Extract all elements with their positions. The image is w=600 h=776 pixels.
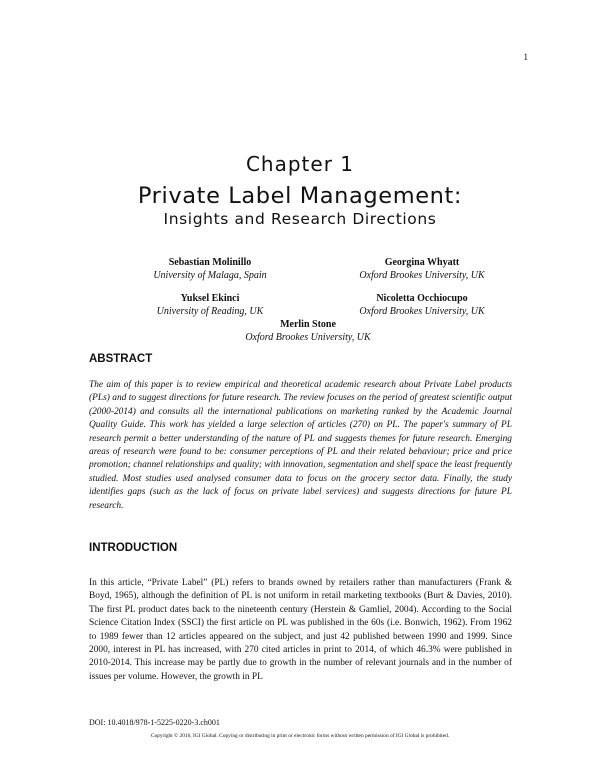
- author-affiliation: University of Reading, UK: [156, 306, 264, 317]
- doi: DOI: 10.4018/978-1-5225-0220-3.ch001: [89, 718, 220, 727]
- chapter-label: Chapter 1: [245, 152, 355, 176]
- author-name: Merlin Stone: [280, 319, 336, 330]
- introduction-text: In this article, “Private Label” (PL) refers to brands owned by retailers rather than manufacturers (Frank & Boyd, 1965), although the definition of PL is not uniform in retail marketing textbooks (Burt & Davies, 2010). The first PL product dates back to the nineteenth century (Herstein & Gamliel, 2004). According to the Social Science Citation Index (SSCI) the first article on PL was published in the 60s (i.e. Bonwich, 1962). From 1962 to 1989 fewer than 12 articles appeared on the subject, and just 42 published between 1990 and 1999. Since 2000, interest in PL has increased, with 270 cited articles in print to 2014, of which 46.3% were published in 2010-2014. This increase may be partly due to growth in the number of relevant journals and in the number of issues per volume. However, the growth in PL: [89, 578, 512, 682]
- author-block: [188, 318, 428, 344]
- author-block: [90, 256, 330, 282]
- author-block: [302, 292, 542, 318]
- chapter-title: Private Label Management:: [137, 183, 463, 209]
- page-number: 1: [523, 52, 528, 62]
- author-affiliation: University of Malaga, Spain: [153, 270, 267, 281]
- copyright-notice: Copyright © 2016, IGI Global. Copying or distributing in print or electronic forms without written permission of IGI Global is prohibited.: [150, 733, 450, 739]
- author-affiliation: Oxford Brookes University, UK: [359, 270, 485, 281]
- author-name: Nicoletta Occhiocupo: [376, 293, 468, 304]
- author-block: [302, 256, 542, 282]
- introduction-heading: INTRODUCTION: [89, 542, 178, 554]
- abstract-text: The aim of this paper is to review empirical and theoretical academic research about Private Label products (PLs) and to suggest directions for future research. The review focuses on the period of greatest scientific output (2000-2014) and consults all the international publications on marketing ranked by the Academic Journal Quality Guide. This work has yielded a large selection of articles (270) on PL. The paper's summary of PL research permit a better understanding of the nature of PL and suggests themes for future research. Emerging areas of research were found to be: consumer perceptions of PL and their related behaviour; price and price promotion; channel relationships and quality; with innovation, segmentation and shelf space the least frequently studied. Most studies used analysed consumer data to focus on the grocery sector data. Finally, the study identifies gaps (such as the lack of focus on private label services) and suggests directions for future PL research.: [89, 380, 512, 511]
- author-affiliation: Oxford Brookes University, UK: [245, 332, 371, 343]
- author-name: Sebastian Molinillo: [168, 257, 252, 268]
- abstract-heading: ABSTRACT: [89, 353, 153, 365]
- author-affiliation: Oxford Brookes University, UK: [359, 306, 485, 317]
- author-name: Yuksel Ekinci: [180, 293, 240, 304]
- author-block: [90, 292, 330, 318]
- chapter-subtitle: Insights and Research Directions: [163, 210, 437, 228]
- author-name: Georgina Whyatt: [384, 257, 460, 268]
